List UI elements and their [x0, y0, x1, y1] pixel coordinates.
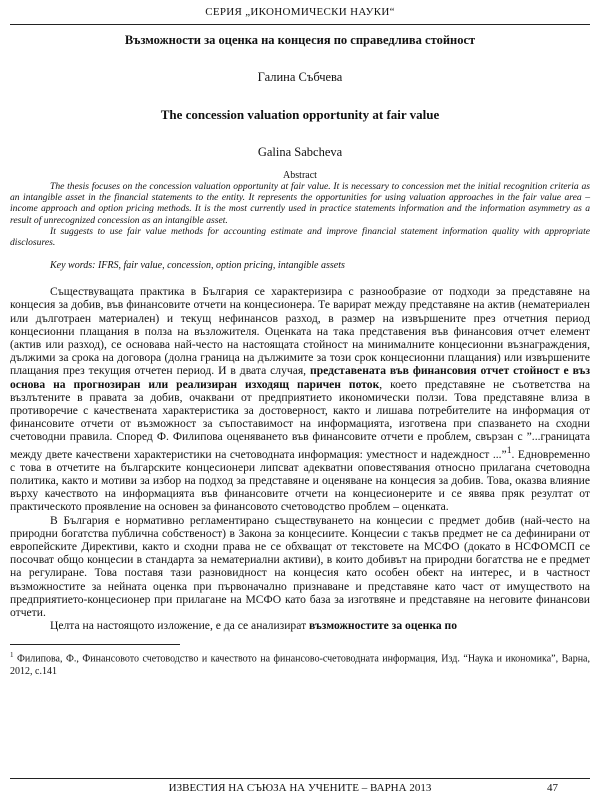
abstract-heading: Abstract: [283, 170, 317, 181]
footnote-reference[interactable]: 1: [506, 444, 512, 456]
footnote-mark: 1: [10, 651, 14, 660]
body-p1-text-c: . Едновременно с това в отчетите на българските концесионери липсват адекватни оповестявания относно прилагана счетоводна политика, както и мотиви за избор на подход за представяне и оценяване на концесия за добив. Това, оказва влияние върху качеството на информацията във финансовите отчети на концесионерите и се явява пряк резултат от практическото проявление на основен за финансовото счетоводство проблем – оценката.: [10, 447, 590, 514]
body-text: [10, 285, 590, 632]
title-bulgarian: Възможности за оценка на концесия по справедлива стойност: [124, 33, 476, 47]
body-p1-emphasis: представената във финансовия отчет стойност е въз основа на прогнозиран или реализиран изходящ паричен поток: [10, 364, 590, 391]
title-english: The concession valuation opportunity at fair value: [160, 107, 440, 122]
body-p1-text-a: Съществуващата практика в България се характеризира с разнообразие от подходи за представяне на концесия за добив, във финансовите отчети на концесионера. Те варират между представяне на актив (нематериален или дълготраен материален) и текущ нефинансов разход, в размер на извършените през отчетния период концесионни плащания в полза на възложителя. Оценката на така представения във финансовия отчет елемент (актив или разход), се основава най-често на настоящата стойност на минималните концесионни възнаграждения, дължими за срока на договора (долна граница на дължимите за този срок концесионни плащания) или извършените плащания през текущия отчетен период. И в двата случая,: [10, 285, 590, 378]
body-paragraph-2: В България е нормативно регламентирано съществуването на концесии с предмет добив (най-често на природни богатства публична собственост) в Закона за концесиите. Концесии с такъв предмет не са дефинирани от европейските Директиви, както и сходни права не се обхващат от текстовете на МСФО (докато в НСФОМСП се посочват общо концесии в стандарта за нематериални активи), в които добивът на природни богатства не е предмет на регулиране. Това поставя тази разновидност на концесия като особен обект на интерес, и в частност възможностите за нейната оценка при първоначално признаване и представяне като част от имуществото на предприятието-концесионер при прилагане на МСФО като база за изготвяне и представяне на неговите финансови отчети.: [10, 513, 590, 619]
header-rule: [10, 24, 590, 25]
body-paragraph-3: [10, 619, 590, 632]
body-p3-emphasis: възможностите за оценка по: [309, 619, 458, 633]
abstract-paragraph-1: The thesis focuses on the concession valuation opportunity at fair value. It is necessary to concession met the initial recognition criteria as an intangible asset in the financial statements to the entity. It represents the opportunities for using valuation approaches in the fair value area – income approach and option pricing methods. It is the most currently used in practice statements information and the information asymmetry as a result of unrecognized concession as an intangible asset.: [10, 181, 590, 226]
author-bulgarian: Галина Събчева: [257, 70, 343, 84]
page-number: 47: [547, 782, 558, 794]
footer-journal: ИЗВЕСТИЯ НА СЪЮЗА НА УЧЕНИТЕ – ВАРНА 2013: [168, 782, 432, 794]
keywords: Key words: IFRS, fair value, concession, option pricing, intangible assets: [50, 260, 345, 272]
footnote-text: Филипова, Ф., Финансовото счетоводство и качеството на финансово-счетоводната информация, Изд. “Наука и икономика”, Варна, 2012, с.141: [10, 653, 590, 677]
author-english: Galina Sabcheva: [257, 145, 343, 159]
body-p3-text-a: Целта на настоящото изложение, е да се анализират: [50, 619, 310, 633]
body-p1-text-b: , което представяне не съответства на възлътените в правата за добив, очаквани от предприятието икономически ползи. Това представяне влиза в противоречие с качествената характеристика за достоверност, както и лишава потребителите на информация от финансовите отчети от възможност за съпоставимост на информацията, изготвена при спазването на сходни счетоводни правила. Според Ф. Филипова оценяването във финансовите отчети е проблем, свързан с ”...границата между двете качествени характеристики на счетоводната информация: уместност и надеждност ...”: [10, 377, 590, 461]
footnote-rule: [10, 644, 180, 645]
footnote: [10, 649, 590, 677]
running-header: СЕРИЯ „ИКОНОМИЧЕСКИ НАУКИ“: [205, 6, 395, 18]
body-paragraph-1: [10, 285, 590, 513]
footer-rule: [10, 778, 590, 779]
abstract: [10, 181, 590, 248]
abstract-paragraph-2: It suggests to use fair value methods for accounting estimate and improve financial statement information quality with appropriate disclosures.: [10, 225, 590, 249]
